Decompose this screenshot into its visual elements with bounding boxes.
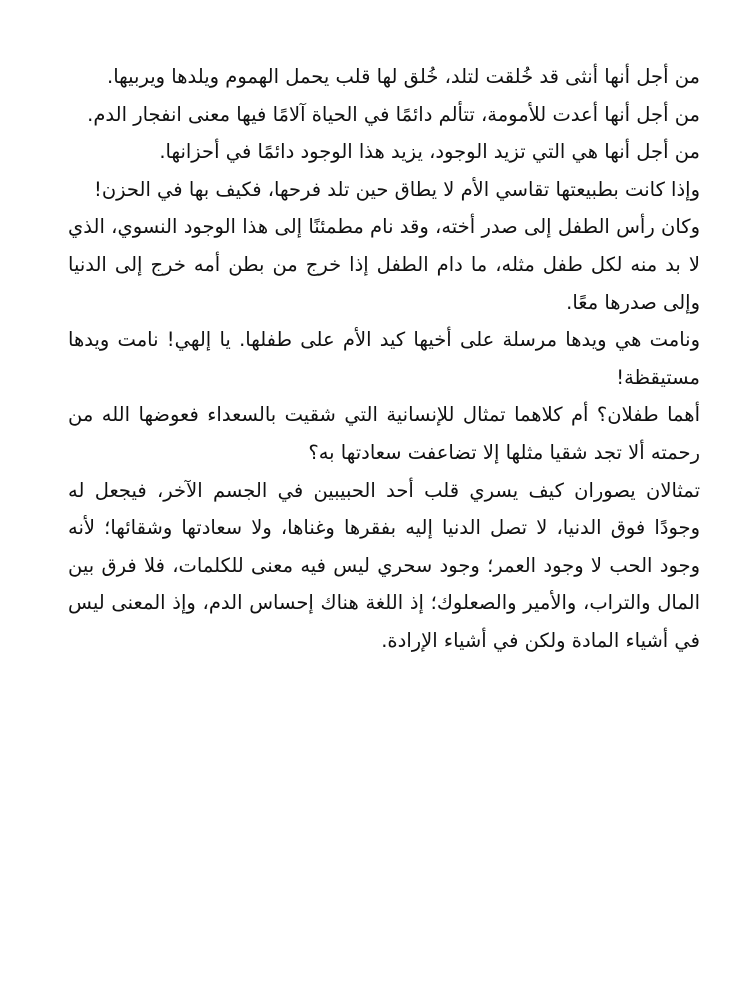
paragraph-5: وكان رأس الطفل إلى صدر أخته، وقد نام مطمئنًا إلى هذا الوجود النسوي، الذي لا بد منه لكل طفل مثله، ما دام الطفل إذا خرج من بطن أمه خرج إلى الدنيا وإلى صدرها معًا. bbox=[68, 215, 700, 314]
paragraph-2: من أجل أنها أعدت للأمومة، تتألم دائمًا في الحياة آلامًا فيها معنى انفجار الدم. bbox=[87, 102, 700, 126]
paragraph-8: تمثالان يصوران كيف يسري قلب أحد الحبيبين في الجسم الآخر، فيجعل له وجودًا فوق الدنيا، لا تصل الدنيا إليه بفقرها وغناها، ولا سعادتها وشقائها؛ لأنه وجود الحب لا وجود العمر؛ وجود سحري ليس فيه معنى للكلمات، فلا فرق بين المال والتراب، والأمير والصعلوك؛ إذ اللغة هناك إحساس الدم، وإذ المعنى ليس في أشياء المادة ولكن في أشياء الإرادة. bbox=[68, 478, 700, 652]
paragraph-7: أهما طفلان؟ أم كلاهما تمثال للإنسانية التي شقيت بالسعداء فعوضها الله من رحمته ألا تجد شقيا مثلها إلا تضاعفت سعادتها به؟ bbox=[68, 403, 700, 464]
paragraph-6: ونامت هي ويدها مرسلة على أخيها كيد الأم على طفلها. يا إلهي! نامت ويدها مستيقظة! bbox=[68, 328, 700, 389]
paragraph-4: وإذا كانت بطبيعتها تقاسي الأم لا يطاق حين تلد فرحها، فكيف بها في الحزن! bbox=[94, 177, 700, 201]
document-page bbox=[68, 58, 700, 660]
paragraph-3: من أجل أنها هي التي تزيد الوجود، يزيد هذا الوجود دائمًا في أحزانها. bbox=[159, 140, 700, 164]
paragraph-1: من أجل أنها أنثى قد خُلقت لتلد، خُلق لها قلب يحمل الهموم ويلدها ويربيها. bbox=[107, 65, 700, 88]
